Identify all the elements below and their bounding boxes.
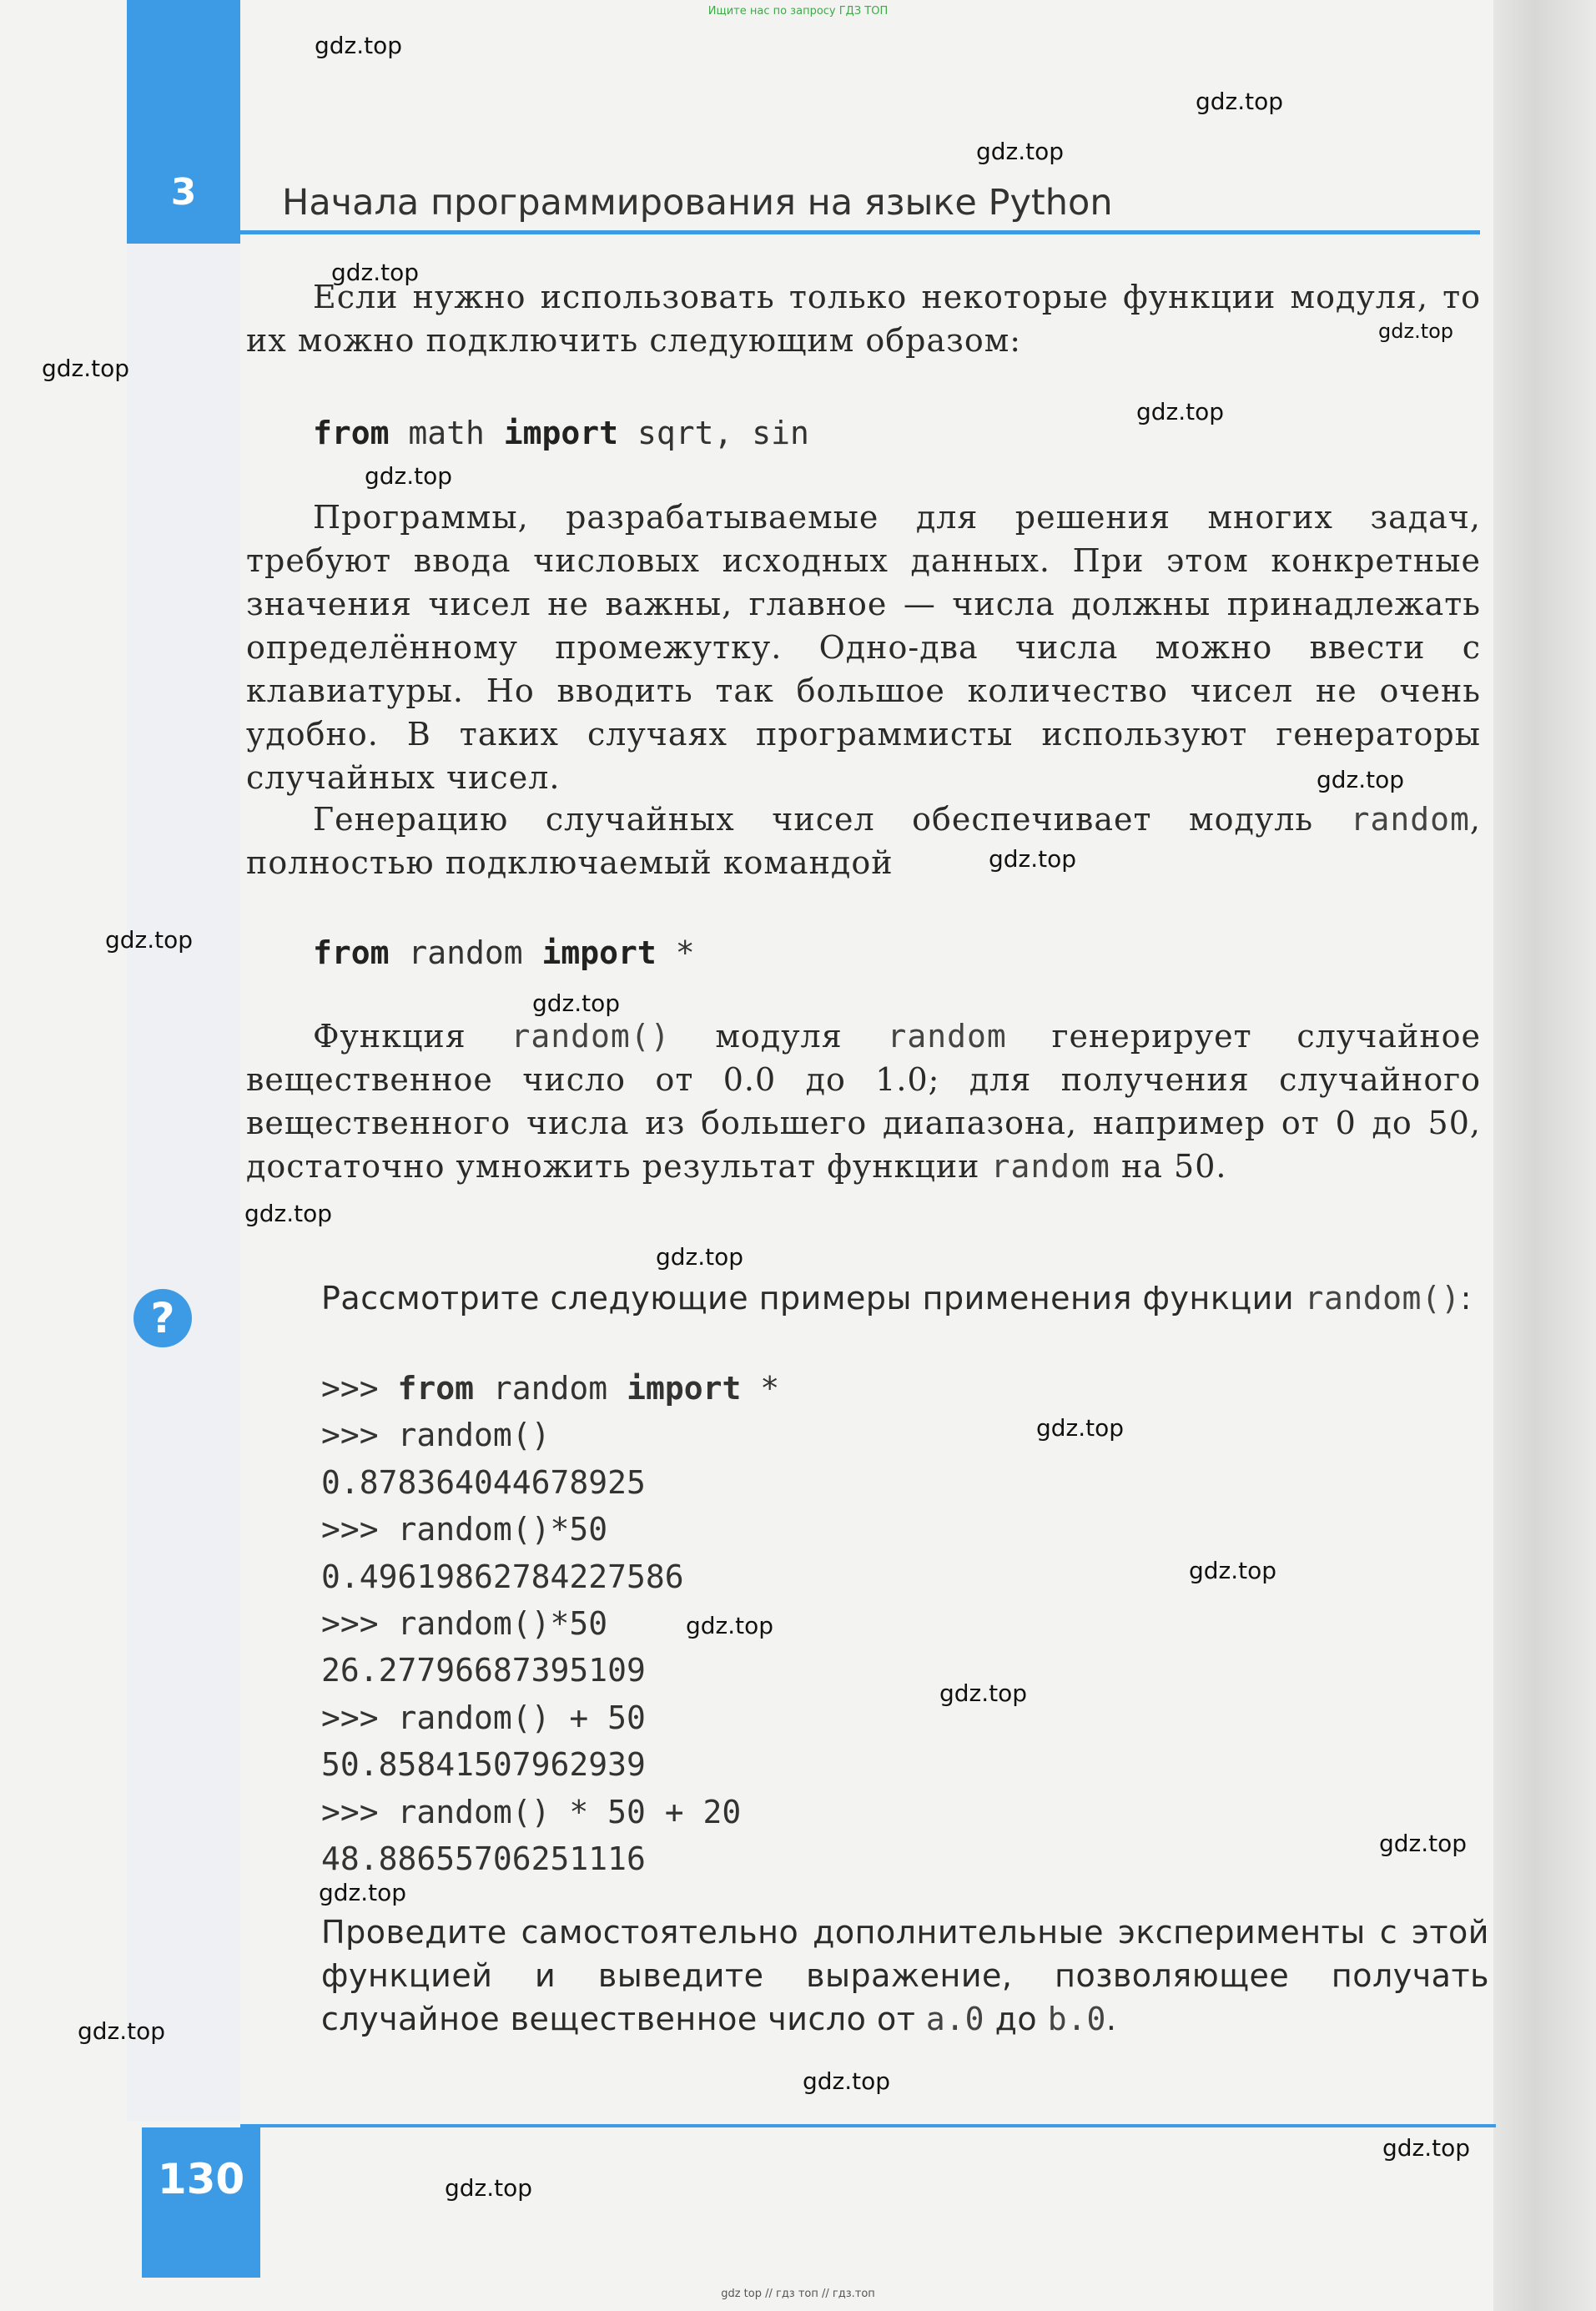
watermark: gdz.top (1382, 2134, 1471, 2162)
watermark: gdz.top (1196, 88, 1284, 115)
watermark: gdz.top (1136, 398, 1225, 425)
interpreter-line: 0.49619862784227586 (321, 1558, 684, 1595)
interpreter-line: 0.878364044678925 (321, 1463, 646, 1501)
code-line-2: from random import * (313, 934, 695, 971)
chapter-number: 3 (170, 171, 197, 214)
watermark: gdz.top (315, 32, 403, 59)
paragraph-1: Если нужно использовать только некоторые функции модуля, то их можно подключить следующим образом: (246, 279, 1481, 359)
watermark: gdz.top (365, 462, 453, 490)
footer-rule (240, 2124, 1496, 2127)
watermark: gdz.top (656, 1243, 744, 1271)
page-number: 130 (157, 2155, 245, 2203)
interpreter-line: >>> random() (321, 1417, 551, 1454)
interpreter-line: 48.88655706251116 (321, 1840, 646, 1878)
watermark: gdz.top (445, 2174, 533, 2202)
watermark: gdz.top (1378, 320, 1454, 343)
paragraph-4: Функция random() модуля random генерирует случайное вещественное число от 0.0 до 1.0; для получения случайного вещественного числа из большего диапазона, например от 0 до 50, достаточно умножить результат функции random на 50. (246, 1018, 1482, 1185)
header-rule (240, 230, 1480, 234)
watermark: gdz.top (803, 2067, 891, 2095)
question-lead: Рассмотрите следующие примеры применения функции random(): (321, 1280, 1472, 1317)
paragraph-2: Программы, разрабатываемые для решения многих задач, требуют ввода числовых исходных данных. При этом конкретные значения чисел не важны, главное — числа должны принадлежать определённому промежутку. Одно-два числа можно ввести с клавиатуры. Но вводить так большое количество чисел не очень удобно. В таких случаях программисты используют генераторы случайных чисел. (246, 499, 1481, 796)
adjacent-page-edge (1493, 0, 1596, 2311)
watermark: gdz.top (331, 259, 420, 286)
code-line-1: from math import sqrt, sin (313, 415, 809, 451)
interpreter-line: 50.85841507962939 (321, 1746, 646, 1784)
watermark: gdz.top (989, 845, 1077, 873)
watermark: gdz.top (1036, 1414, 1125, 1442)
site-note: Ищите нас по запросу ГДЗ ТОП (707, 5, 889, 18)
watermark: gdz.top (976, 138, 1065, 165)
watermark: gdz.top (78, 2017, 166, 2045)
interpreter-line: 26.27796687395109 (321, 1652, 646, 1689)
watermark: gdz.top (532, 989, 621, 1017)
watermark: gdz.top (319, 1879, 407, 1906)
paragraph-3: Генерацию случайных чисел обеспечивает модуль random, полностью подключаемый командой (246, 801, 1481, 881)
interpreter-line: >>> random()*50 (321, 1511, 608, 1548)
page-margin (127, 244, 240, 2121)
site-footer-note: gdz top // гдз топ // гдз.топ (721, 2288, 875, 2300)
watermark: gdz.top (686, 1612, 774, 1639)
interpreter-line: >>> random() + 50 (321, 1699, 646, 1736)
chapter-title: Начала программирования на языке Python (282, 182, 1113, 224)
watermark: gdz.top (42, 355, 130, 382)
watermark: gdz.top (244, 1200, 333, 1227)
watermark: gdz.top (1379, 1830, 1468, 1857)
watermark: gdz.top (1189, 1557, 1277, 1584)
task-paragraph: Проведите самостоятельно дополнительные эксперименты с этой функцией и выведите выражение, позволяющее получать случайное вещественное число от a.0 до b.0. (321, 1914, 1489, 2037)
interpreter-line: >>> random() * 50 + 20 (321, 1793, 742, 1830)
question-icon: ? (133, 1289, 192, 1347)
watermark: gdz.top (105, 926, 194, 954)
watermark: gdz.top (1317, 766, 1405, 793)
watermark: gdz.top (939, 1679, 1028, 1707)
interpreter-line: >>> from random import * (321, 1370, 780, 1407)
interpreter-line: >>> random()*50 (321, 1605, 608, 1643)
